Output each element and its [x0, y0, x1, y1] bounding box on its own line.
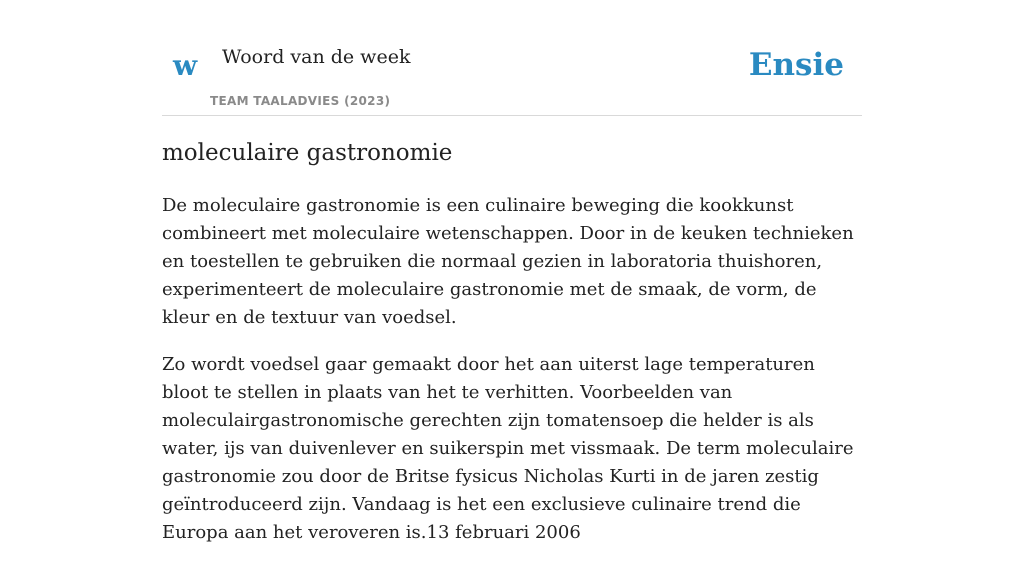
entry-paragraph: De moleculaire gastronomie is een culinaire beweging die kookkunst combineert met moleculaire wetenschappen. Door in de keuken technieken en toestellen te gebruiken die normaal gezien in laboratoria thuishoren, experimenteert de moleculaire gastronomie met de smaak, de vorm, de kleur en de textuur van voedsel. — [162, 195, 854, 328]
entry-body — [162, 192, 862, 566]
brand-logo[interactable]: Ensie — [748, 47, 844, 83]
source-title[interactable]: Woord van de week — [222, 46, 411, 68]
entry-header — [162, 0, 862, 116]
source-logo: w — [173, 49, 198, 82]
entry-term: moleculaire gastronomie — [162, 140, 453, 166]
entry-card — [162, 0, 862, 543]
entry-paragraph: Zo wordt voedsel gaar gemaakt door het aan uiterst lage temperaturen bloot te stellen in plaats van het te verhitten. Voorbeelden van moleculairgastronomische gerechten zijn tomatensoep die helder is als water, ijs van duivenlever en suikerspin met vissmaak. De term moleculaire gastronomie zou door de Britse fysicus Nicholas Kurti in de jaren zestig geïntroduceerd zijn. Vandaag is het een exclusieve culinaire trend die Europa aan het veroveren is.13 februari 2006 — [162, 354, 854, 543]
source-author: TEAM TAALADVIES (2023) — [210, 94, 391, 108]
